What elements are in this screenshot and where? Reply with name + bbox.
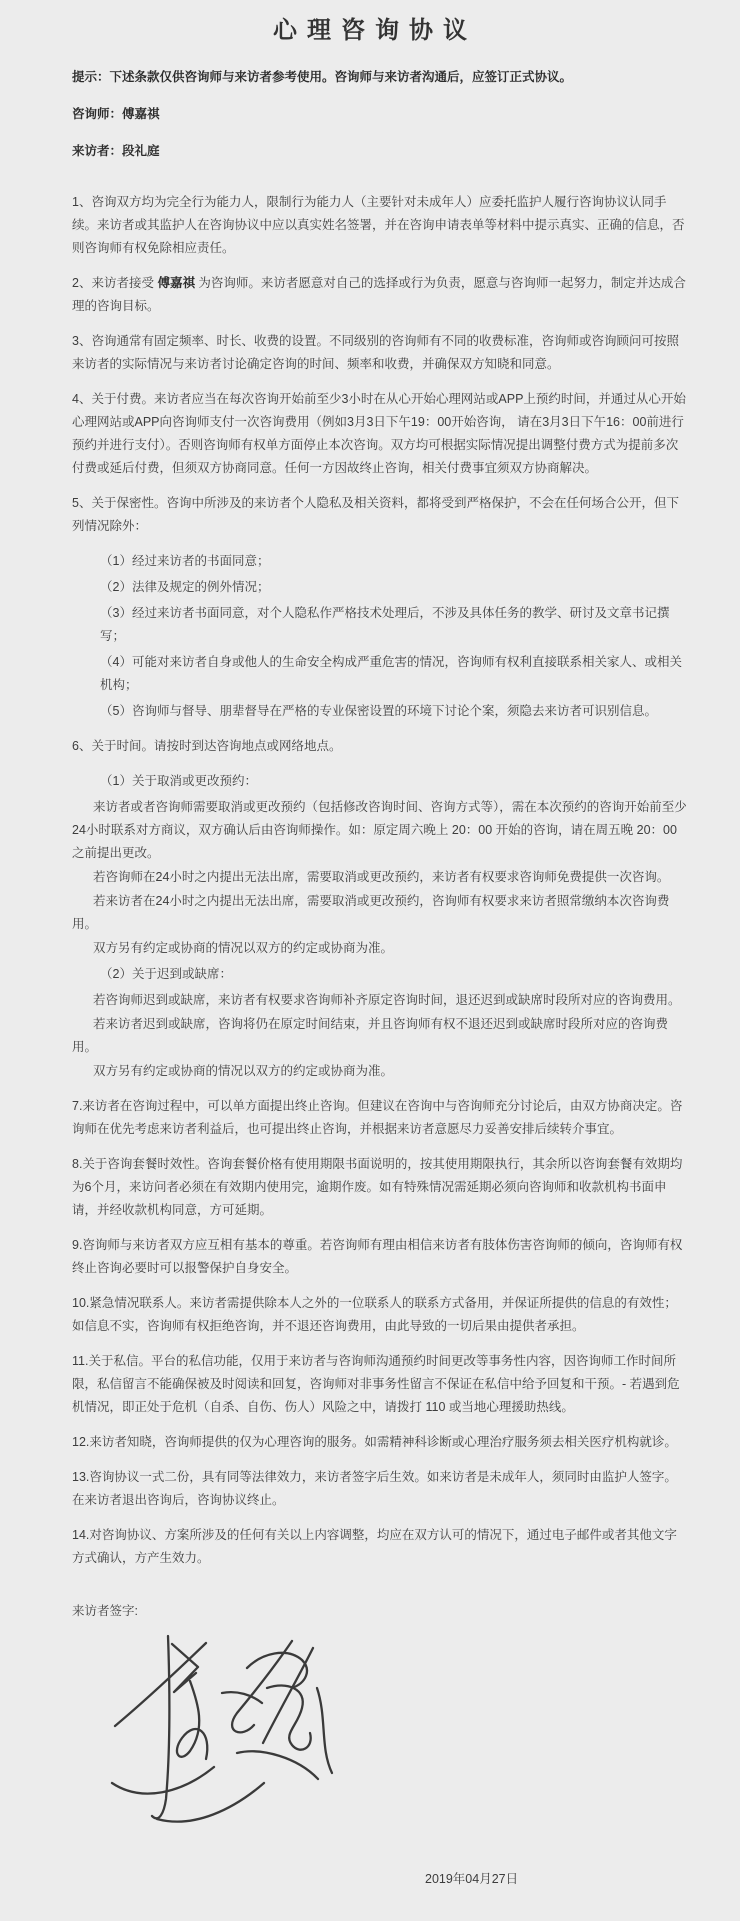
- clause-paragraph: [100, 602, 688, 648]
- clause-text: （1）经过来访者的书面同意；: [100, 554, 270, 568]
- visitor-label: 来访者：: [72, 144, 123, 158]
- notice-line: 提示：下述条款仅供咨询师与来访者参考使用。咨询师与来访者沟通后，应签订正式协议。: [72, 70, 573, 84]
- clause-paragraph: [72, 492, 688, 538]
- counselor-name: 傅嘉祺: [122, 107, 160, 121]
- clause-text: 14.对咨询协议、方案所涉及的任何有关以上内容调整，均应在双方认可的情况下，通过电子邮件或者其他文字方式确认，方产生效力。: [72, 1528, 677, 1565]
- clause-paragraph: [100, 700, 688, 723]
- clause-paragraph: [72, 890, 688, 936]
- clause-text: 双方另有约定或协商的情况以双方的约定或协商为准。: [93, 1064, 394, 1078]
- clause-paragraph: [100, 576, 688, 599]
- counselor-line: [72, 103, 688, 126]
- handwritten-signature-icon: [102, 1633, 337, 1838]
- clause-text: （4）可能对来访者自身或他人的生命安全构成严重危害的情况，咨询师有权利直接联系相关家人、或相关机构；: [100, 655, 682, 692]
- clause-text: 双方另有约定或协商的情况以双方的约定或协商为准。: [93, 941, 394, 955]
- clause-paragraph: [72, 191, 688, 260]
- clause-paragraph: [72, 1466, 688, 1512]
- clause-text: 来访者或者咨询师需要取消或更改预约（包括修改咨询时间、咨询方式等），需在本次预约的咨询开始前至少24小时联系对方商议，双方确认后由咨询师操作。如：原定周六晚上 20：00 开始的咨询，请在周五晚 20：00 之前提出更改。: [72, 800, 687, 860]
- clause-text: （5）咨询师与督导、朋辈督导在严格的专业保密设置的环境下讨论个案，须隐去来访者可识别信息。: [100, 704, 657, 718]
- clause-paragraph: [72, 1060, 688, 1083]
- clause-paragraph: [100, 770, 688, 793]
- clause-paragraph: [72, 1153, 688, 1222]
- clause-paragraph: [72, 735, 688, 758]
- clause-paragraph: [72, 1095, 688, 1141]
- clause-text: 3、咨询通常有固定频率、时长、收费的设置。不同级别的咨询师有不同的收费标准，咨询师或咨询顾问可按照来访者的实际情况与来访者讨论确定咨询的时间、频率和收费，并确保双方知晓和同意。: [72, 334, 679, 371]
- visitor-line: [72, 140, 688, 163]
- clause-text: 为咨询师。来访者愿意对自己的选择或行为负责，愿意与咨询师一起努力，制定并达成合理的咨询目标。: [72, 276, 686, 313]
- clause-text: （2）关于迟到或缺席：: [100, 967, 232, 981]
- clause-text: 10.紧急情况联系人。来访者需提供除本人之外的一位联系人的联系方式备用，并保证所提供的信息的有效性；如信息不实，咨询师有权拒绝咨询，并不退还咨询费用，由此导致的一切后果由提供者承担。: [72, 1296, 677, 1333]
- clause-text: 8.关于咨询套餐时效性。咨询套餐价格有使用期限书面说明的，按其使用期限执行，其余所以咨询套餐有效期均为6个月，来访问者必须在有效期内使用完，逾期作废。如有特殊情况需延期必须向咨询师和收款机构书面申请，并经收款机构同意，方可延期。: [72, 1157, 683, 1217]
- clause-text: （1）关于取消或更改预约：: [100, 774, 257, 788]
- clause-text: （3）经过来访者书面同意，对个人隐私作严格技术处理后，不涉及具体任务的教学、研讨及文章书记撰写；: [100, 606, 670, 643]
- clause-text: 2、来访者接受: [72, 276, 158, 290]
- visitor-name: 段礼庭: [122, 144, 160, 158]
- clause-text: 11.关于私信。平台的私信功能，仅用于来访者与咨询师沟通预约时间更改等事务性内容，因咨询师工作时间所限，私信留言不能确保被及时阅读和回复，咨询师对非事务性留言不保证在私信中给予回复和干预。- 若遇到危机情况，即正处于危机（自杀、自伤、伤人）风险之中，请拨打 110 或当地心理援助热线。: [72, 1354, 680, 1414]
- clause-text: 12.来访者知晓，咨询师提供的仅为心理咨询的服务。如需精神科诊断或心理治疗服务须去相关医疗机构就诊。: [72, 1435, 677, 1449]
- clause-paragraph: [100, 550, 688, 573]
- clause-text: 若咨询师在24小时之内提出无法出席，需要取消或更改预约，来访者有权要求咨询师免费提供一次咨询。: [93, 870, 670, 884]
- clause-bold-text: 傅嘉祺: [157, 276, 195, 290]
- clause-text: 4、关于付费。来访者应当在每次咨询开始前至少3小时在从心开始心理网站或APP上预约时间，并通过从心开始心理网站或APP向咨询师支付一次咨询费用（例如3月3日下午19：00开始咨询， 请在3月3日下午16：00前进行预约并进行支付）。否则咨询师有权单方面停止本次咨询。双方均可根据实际情况提出调整付费方式为提前多次付费或延后付费，但须双方协商同意。任何一方因故终止咨询，相关付费事宜须双方协商解决。: [72, 392, 686, 475]
- clause-text: 6、关于时间。请按时到达咨询地点或网络地点。: [72, 739, 342, 753]
- clause-paragraph: [72, 388, 688, 480]
- clause-paragraph: [72, 937, 688, 960]
- clause-paragraph: [72, 272, 688, 318]
- clause-text: 13.咨询协议一式二份，具有同等法律效力，来访者签字后生效。如来访者是未成年人，须同时由监护人签字。在来访者退出咨询后，咨询协议终止。: [72, 1470, 677, 1507]
- clause-paragraph: [72, 989, 688, 1012]
- clause-paragraph: [72, 1350, 688, 1419]
- clause-text: 9.咨询师与来访者双方应互相有基本的尊重。若咨询师有理由相信来访者有肢体伤害咨询师的倾向，咨询师有权终止咨询必要时可以报警保护自身安全。: [72, 1238, 683, 1275]
- clause-paragraph: [72, 1234, 688, 1280]
- clause-paragraph: [72, 1431, 688, 1454]
- signature-label: 来访者签字:: [72, 1604, 138, 1618]
- clause-paragraph: [72, 330, 688, 376]
- clause-list: [72, 191, 688, 1570]
- clause-text: 1、咨询双方均为完全行为能力人，限制行为能力人（主要针对未成年人）应委托监护人履行咨询协议认同手续。来访者或其监护人在咨询协议中应以真实姓名签署，并在咨询申请表单等材料中提示真实、正确的信息，否则咨询师有权免除相应责任。: [72, 195, 685, 255]
- clause-text: 若来访者在24小时之内提出无法出席，需要取消或更改预约，咨询师有权要求来访者照常缴纳本次咨询费用。: [72, 894, 670, 931]
- clause-paragraph: [72, 796, 688, 865]
- signature-date: 2019年04月27日: [425, 1872, 519, 1886]
- page-title: 心理咨询协议: [273, 17, 477, 44]
- clause-text: 5、关于保密性。咨询中所涉及的来访者个人隐私及相关资料，都将受到严格保护，不会在任何场合公开，但下列情况除外：: [72, 496, 679, 533]
- clause-text: （2）法律及规定的例外情况；: [100, 580, 270, 594]
- clause-paragraph: [100, 651, 688, 697]
- clause-text: 若咨询师迟到或缺席，来访者有权要求咨询师补齐原定咨询时间，退还迟到或缺席时段所对应的咨询费用。: [93, 993, 681, 1007]
- clause-paragraph: [72, 866, 688, 889]
- clause-paragraph: [100, 963, 688, 986]
- clause-paragraph: [72, 1013, 688, 1059]
- clause-paragraph: [72, 1524, 688, 1570]
- clause-text: 7.来访者在咨询过程中，可以单方面提出终止咨询。但建议在咨询中与咨询师充分讨论后，由双方协商决定。咨询师在优先考虑来访者利益后，也可提出终止咨询，并根据来访者意愿尽力妥善安排后续转介事宜。: [72, 1099, 683, 1136]
- clause-text: 若来访者迟到或缺席，咨询将仍在原定时间结束，并且咨询师有权不退还迟到或缺席时段所对应的咨询费用。: [72, 1017, 669, 1054]
- clause-paragraph: [72, 1292, 688, 1338]
- counselor-label: 咨询师：: [72, 107, 123, 121]
